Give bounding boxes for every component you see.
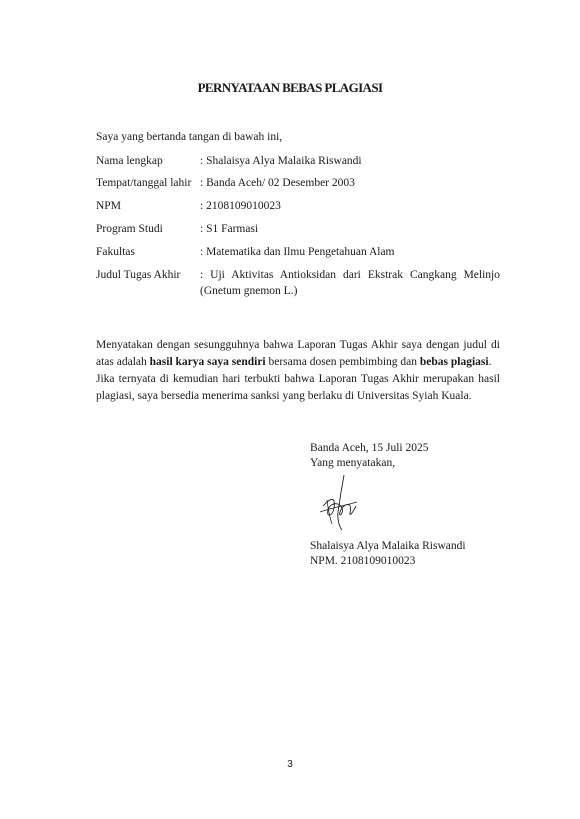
signer-npm: NPM. 2108109010023 xyxy=(310,555,416,567)
field-label: Fakultas xyxy=(96,246,135,258)
page-title: PERNYATAAN BEBAS PLAGIASI xyxy=(197,80,383,95)
field-label: Judul Tugas Akhir xyxy=(96,269,181,281)
field-value: : S1 Farmasi xyxy=(200,223,259,235)
page-number: 3 xyxy=(287,759,293,770)
place-date: Banda Aceh, 15 Juli 2025 xyxy=(310,442,429,454)
signature-image xyxy=(318,472,358,532)
statement-paragraph xyxy=(96,337,500,371)
field-label: Program Studi xyxy=(96,223,163,235)
field-value: : 2108109010023 xyxy=(200,200,281,212)
field-value: : Matematika dan Ilmu Pengetahuan Alam xyxy=(200,246,395,258)
field-label: NPM xyxy=(96,200,121,212)
statement-bold-1: hasil karya saya sendiri xyxy=(149,356,266,368)
sanction-paragraph: Jika ternyata di kemudian hari terbukti bahwa Laporan Tugas Akhir merupakan hasil plagiasi, saya bersedia menerima sanksi yang berlaku di Universitas Syiah Kuala. xyxy=(96,373,500,402)
field-label: Nama lengkap xyxy=(96,155,163,167)
statement-text-1: Menyatakan dengan sesungguhnya bahwa Laporan Tugas Akhir saya dengan judul di atas adalah xyxy=(96,339,500,368)
signer-name: Shalaisya Alya Malaika Riswandi xyxy=(310,540,466,552)
field-value: : Uji Aktivitas Antioksidan dari Ekstrak Cangkang Melinjo (Gnetum gnemon L.) xyxy=(200,269,500,297)
intro-text: Saya yang bertanda tangan di bawah ini, xyxy=(96,131,283,143)
field-value: : Banda Aceh/ 02 Desember 2003 xyxy=(200,177,355,189)
statement-bold-2: bebas plagiasi xyxy=(419,356,489,368)
statement-text-2: bersama dosen pembimbing dan xyxy=(265,356,420,368)
statement-label: Yang menyatakan, xyxy=(310,457,396,469)
statement-text-3: . xyxy=(488,356,492,368)
field-label: Tempat/tanggal lahir xyxy=(96,177,192,189)
field-value: : Shalaisya Alya Malaika Riswandi xyxy=(200,155,362,167)
